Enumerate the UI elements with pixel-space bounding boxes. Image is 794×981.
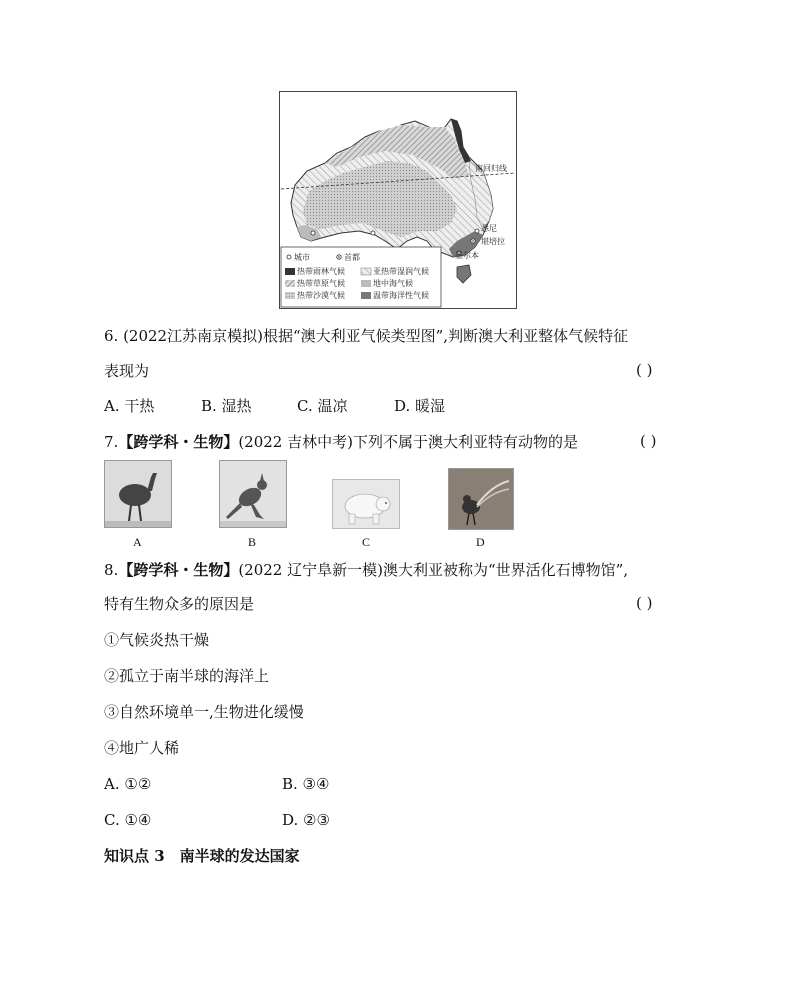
legend-item: 热带沙漠气候: [297, 291, 345, 300]
tropic-label: 南回归线: [475, 164, 507, 173]
q8-option-b[interactable]: B. ③④: [282, 775, 330, 793]
legend-item: 热带草原气候: [297, 279, 345, 288]
section-title: 知识点 3 南半球的发达国家: [104, 847, 300, 865]
q7-label-c: C: [362, 535, 371, 549]
q6-option-d[interactable]: D. 暖湿: [394, 397, 446, 415]
legend-city: 城市: [294, 253, 310, 262]
emu-icon: [105, 461, 171, 527]
q7-answer-paren[interactable]: ( ): [640, 432, 657, 450]
q8-option-d[interactable]: D. ②③: [282, 811, 330, 829]
q6-option-c[interactable]: C. 温凉: [297, 397, 348, 415]
q7-label-b: B: [248, 535, 257, 549]
q8-statement: ②孤立于南半球的海洋上: [104, 667, 270, 685]
q8-tag: 【跨学科・生物】: [118, 561, 239, 579]
q6-option-b[interactable]: B. 湿热: [201, 397, 252, 415]
q7-text: (2022 吉林中考)下列不属于澳大利亚特有动物的是: [238, 433, 578, 451]
legend-item: 热带雨林气候: [297, 267, 345, 276]
q8-statement: ④地广人稀: [104, 739, 180, 757]
lyrebird-image[interactable]: [448, 468, 514, 530]
kangaroo-image[interactable]: [219, 460, 287, 528]
legend-capital: 首都: [344, 253, 360, 262]
label-canberra: 堪培拉: [481, 237, 505, 246]
q8-option-c[interactable]: C. ①④: [104, 811, 152, 829]
label-melbourne: 墨尔本: [455, 251, 479, 260]
q8-stem: [104, 560, 628, 580]
q8-option-a[interactable]: A. ①②: [104, 775, 152, 793]
legend-item: 亚热带湿润气候: [373, 267, 429, 276]
q7-stem: [104, 432, 578, 452]
q6-text-line1: 6. (2022江苏南京模拟)根据“澳大利亚气候类型图”,判断澳大利亚整体气候特征: [104, 327, 629, 345]
lyrebird-icon: [449, 469, 513, 529]
emu-image[interactable]: [104, 460, 172, 528]
city-marker-sydney: [475, 229, 479, 233]
australia-climate-map: [279, 91, 517, 309]
q8-answer-paren[interactable]: ( ): [636, 594, 653, 612]
polar-bear-image[interactable]: [332, 479, 400, 529]
q7-label-d: D: [476, 535, 485, 549]
legend-item: 温带海洋性气候: [373, 291, 429, 300]
q8-number: 8.: [104, 561, 119, 579]
q7-tag: 【跨学科・生物】: [118, 433, 239, 451]
city-marker: [371, 231, 375, 235]
label-sydney: 悉尼: [481, 224, 497, 233]
q8-text-line2: 特有生物众多的原因是: [104, 595, 255, 613]
q6-option-a[interactable]: A. 干热: [104, 397, 155, 415]
kangaroo-icon: [220, 461, 286, 527]
q7-number: 7.: [104, 433, 119, 451]
map-svg: [279, 91, 517, 309]
city-marker: [311, 231, 315, 235]
q7-label-a: A: [133, 535, 142, 549]
q8-text: (2022 辽宁阜新一模)澳大利亚被称为“世界活化石博物馆”,: [238, 561, 629, 579]
polar-bear-icon: [333, 480, 399, 528]
legend-item: 地中海气候: [373, 279, 413, 288]
q6-answer-paren[interactable]: ( ): [636, 361, 653, 379]
q8-statement: ③自然环境单一,生物进化缓慢: [104, 703, 304, 721]
q6-text-line2: 表现为: [104, 362, 150, 380]
q8-statement: ①气候炎热干燥: [104, 631, 210, 649]
